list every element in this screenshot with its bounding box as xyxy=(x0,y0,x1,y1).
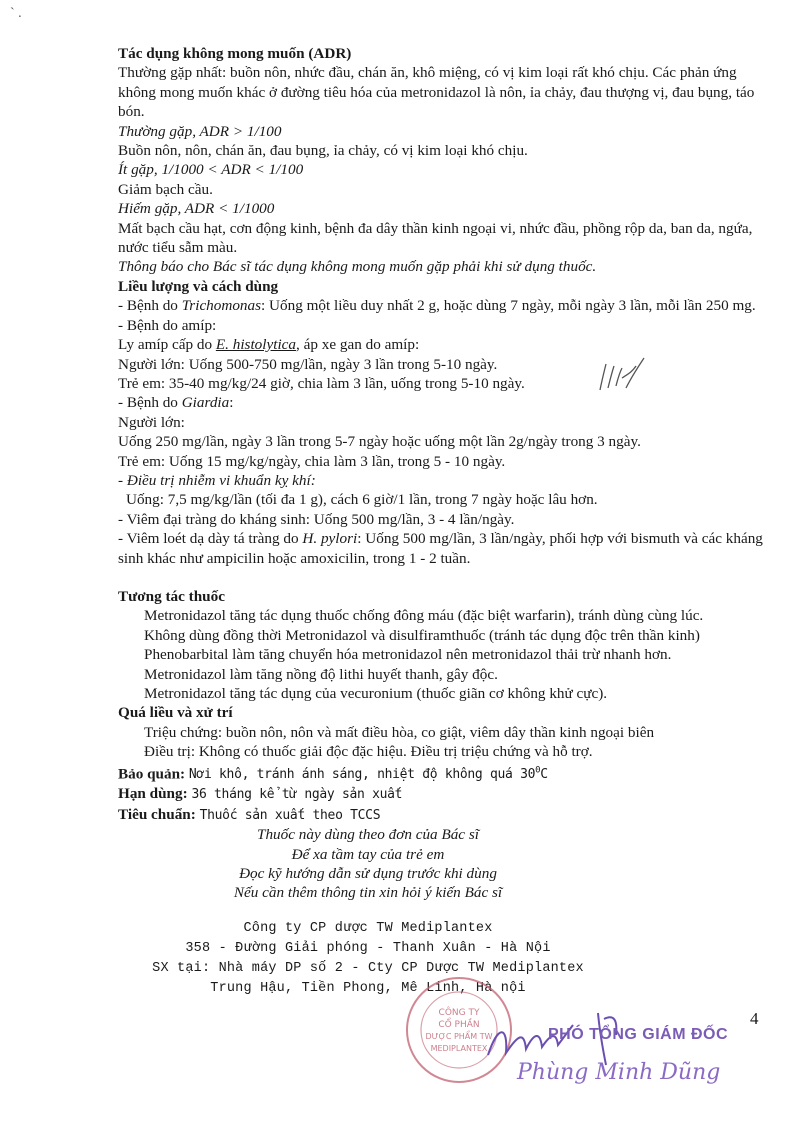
dosage-colitis: - Viêm đại tràng do kháng sinh: Uống 500 mg/lần, 3 - 4 lần/ngày. xyxy=(118,510,515,528)
standard-line: Tiêu chuẩn: Thuốc sản xuất theo TCCS xyxy=(118,805,381,823)
adr-title: Tác dụng không mong muốn (ADR) xyxy=(118,45,352,62)
warning-line: Thuốc này dùng theo đơn của Bác sĩ xyxy=(257,826,479,844)
dosage-trichomonas: - Bệnh do Trichomonas: Uống một liều duy nhất 2 g, hoặc dùng 7 ngày, mỗi ngày 3 lần, mỗi lần 250 mg. xyxy=(118,297,756,315)
page-number: 4 xyxy=(750,1009,759,1028)
interaction-item: Phenobarbital làm tăng chuyển hóa metronidazol nên metronidazol thải trừ nhanh hơn. xyxy=(144,646,672,664)
dosage-title: Liều lượng và cách dùng xyxy=(118,277,279,295)
storage-line: Bảo quản: Nơi khô, tránh ánh sáng, nhiệt độ không quá $30^0C$ xyxy=(118,764,548,782)
svg-text:DƯỢC PHẨM TW: DƯỢC PHẨM TW xyxy=(425,1032,493,1041)
warning-line: Nếu cần thêm thông tin xin hỏi ý kiến Bác sĩ xyxy=(233,884,503,902)
adr-notice: Thông báo cho Bác sĩ tác dụng không mong muốn gặp phải khi sử dụng thuốc. xyxy=(118,258,597,276)
corner-mark: ` . xyxy=(10,6,22,21)
svg-text:CỔ PHẦN: CỔ PHẦN xyxy=(438,1020,480,1030)
adr-common-label: Thường gặp, ADR > 1/100 xyxy=(118,122,282,140)
spacer xyxy=(118,568,768,587)
overdose-treatment: Điều trị: Không có thuốc giải độc đặc hiệu. Điều trị triệu chứng và hỗ trợ. xyxy=(144,743,593,761)
adr-uncommon-text: Giảm bạch cầu. xyxy=(118,180,213,198)
expiry-line: Hạn dùng: 36 tháng kể từ ngày sản xuất xyxy=(118,785,403,803)
adr-rare-label: Hiếm gặp, ADR < 1/1000 xyxy=(118,200,275,218)
adr-uncommon-label: Ít gặp, 1/1000 < ADR < 1/100 xyxy=(118,161,304,179)
warning-line: Đọc kỹ hướng dẫn sử dụng trước khi dùng xyxy=(239,864,497,882)
dosage-amip-child: Trẻ em: 35-40 mg/kg/24 giờ, chia làm 3 lần, uống trong 5-10 ngày. xyxy=(118,374,525,392)
adr-intro: Thường gặp nhất: buồn nôn, nhức đầu, chán ăn, khô miệng, có vị kim loại rất khó chịu. Các phản ứng không mong muốn khác ở đường tiêu hóa của metronidazol là nôn, ỉa chảy, đau thượng vị, đau bụng, táo bón. xyxy=(118,64,755,121)
interaction-item: Metronidazol tăng tác dụng của vecuronium (thuốc giãn cơ không khử cực). xyxy=(144,685,608,702)
dosage-giardia: - Bệnh do Giardia: xyxy=(118,394,234,412)
leaflet-body xyxy=(118,44,768,999)
handwritten-initials xyxy=(592,350,652,410)
dosage-giardia-child: Trẻ em: Uống 15 mg/kg/ngày, chia làm 3 lần, trong 5 - 10 ngày. xyxy=(118,452,506,470)
interactions-title: Tương tác thuốc xyxy=(118,587,225,605)
dosage-giardia-adult-label: Người lớn: xyxy=(118,413,185,431)
factory-line: SX tại: Nhà máy DP số 2 - Cty CP Dược TW Mediplantex xyxy=(152,960,584,976)
dosage-amip-adult: Người lớn: Uống 500-750 mg/lần, ngày 3 lần trong 5-10 ngày. xyxy=(118,355,498,373)
adr-common-text: Buồn nôn, nôn, chán ăn, đau bụng, ỉa chảy, có vị kim loại khó chịu. xyxy=(118,142,528,160)
interaction-item: Không dùng đồng thời Metronidazol và disulfiramthuốc (tránh tác dụng độc trên thần kinh) xyxy=(144,626,700,644)
overdose-title: Quá liều và xử trí xyxy=(118,704,233,722)
company-address: 358 - Đường Giải phóng - Thanh Xuân - Hà Nội xyxy=(185,940,551,956)
dosage-amip-title: - Bệnh do amíp: xyxy=(118,316,217,334)
dosage-giardia-adult: Uống 250 mg/lần, ngày 3 lần trong 5-7 ngày hoặc uống một lần 2g/ngày trong 3 ngày. xyxy=(118,433,641,451)
dosage-anaerobic-label: - Điều trị nhiễm vi khuẩn kỵ khí: xyxy=(118,471,316,489)
svg-text:MEDIPLANTEX: MEDIPLANTEX xyxy=(430,1044,488,1053)
spacer xyxy=(118,903,768,919)
dosage-amip-acute: Ly amíp cấp do E. histolytica, áp xe gan do amíp: xyxy=(118,336,420,354)
dosage-anaerobic-text: Uống: 7,5 mg/kg/lần (tối đa 1 g), cách 6 giờ/1 lần, trong 7 ngày hoặc lâu hơn. xyxy=(126,491,598,509)
overdose-symptoms: Triệu chứng: buồn nôn, nôn và mất điều hòa, co giật, viêm dây thần kinh ngoại biên xyxy=(144,723,655,741)
interaction-item: Metronidazol làm tăng nồng độ lithi huyết thanh, gây độc. xyxy=(144,665,498,683)
svg-text:CÔNG TY: CÔNG TY xyxy=(438,1008,480,1018)
signature-name: Phùng Minh Dũng xyxy=(517,1060,721,1085)
adr-rare-text: Mất bạch cầu hạt, cơn động kinh, bệnh đa dây thần kinh ngoại vi, nhức đầu, phồng rộp da, ban da, ngứa, nước tiểu sẫm màu. xyxy=(118,219,753,257)
interaction-item: Metronidazol tăng tác dụng thuốc chống đông máu (đặc biệt warfarin), tránh dùng cùng lúc. xyxy=(144,607,704,625)
warning-line: Để xa tầm tay của trẻ em xyxy=(291,845,445,863)
factory-address: Trung Hậu, Tiền Phong, Mê Linh, Hà nội xyxy=(210,980,526,996)
dosage-ulcer: - Viêm loét dạ dày tá tràng do H. pylori: Uống 500 mg/lần, 3 lần/ngày, phối hợp với bismuth và các kháng sinh khác như ampicilin hoặc amoxicilin, trong 1 - 2 tuần. xyxy=(118,530,763,567)
company-name: Công ty CP dược TW Mediplantex xyxy=(243,920,493,936)
signature-title: PHÓ TỔNG GIÁM ĐỐC xyxy=(548,1026,729,1043)
